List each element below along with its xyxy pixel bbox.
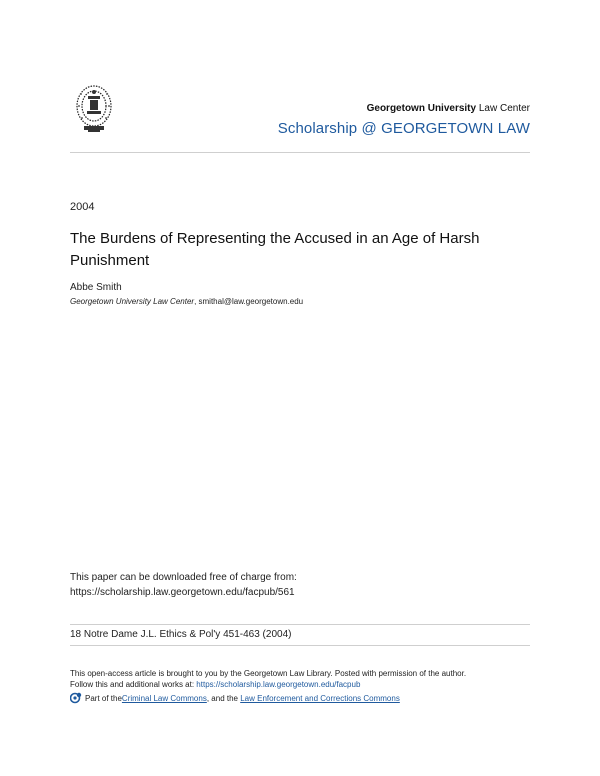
author-email: , smithal@law.georgetown.edu — [194, 297, 304, 306]
article-title: The Burdens of Representing the Accused in an Age of Harsh Punishment — [70, 230, 480, 269]
part-of-prefix: Part of the — [85, 693, 122, 703]
part-of-line — [70, 692, 400, 704]
author-affiliation — [70, 297, 303, 306]
criminal-law-commons-link[interactable]: Criminal Law Commons — [121, 693, 207, 703]
university-seal-logo — [72, 80, 116, 136]
follow-link[interactable]: https://scholarship.law.georgetown.edu/facpub — [196, 680, 361, 689]
download-url[interactable]: https://scholarship.law.georgetown.edu/facpub/561 — [70, 587, 295, 598]
law-enforcement-commons-link[interactable]: Law Enforcement and Corrections Commons — [240, 693, 400, 703]
part-of-and: , and the — [206, 693, 241, 703]
citation-divider — [70, 624, 530, 625]
download-intro: This paper can be downloaded free of charge from: — [70, 572, 297, 583]
publication-year: 2004 — [70, 201, 95, 213]
institution-name-rest: Law Center — [476, 103, 530, 114]
follow-line — [70, 679, 466, 690]
follow-prefix: Follow this and additional works at: — [70, 680, 197, 689]
institution-name-bold: Georgetown University — [366, 103, 477, 114]
notice-text: This open-access article is brought to you by the Georgetown Law Library. Posted with permission of the author. — [70, 669, 467, 678]
access-notice — [70, 668, 466, 690]
author-name: Abbe Smith — [70, 282, 122, 293]
download-info — [70, 570, 297, 600]
affiliation-name: Georgetown University Law Center — [70, 297, 195, 306]
citation-bottom-divider — [70, 645, 530, 646]
repository-name: Scholarship @ GEORGETOWN LAW — [277, 120, 530, 137]
network-commons-icon — [70, 692, 82, 704]
header-divider — [70, 152, 530, 153]
citation: 18 Notre Dame J.L. Ethics & Pol'y 451-463 (2004) — [70, 629, 292, 640]
institution-name — [367, 103, 530, 114]
